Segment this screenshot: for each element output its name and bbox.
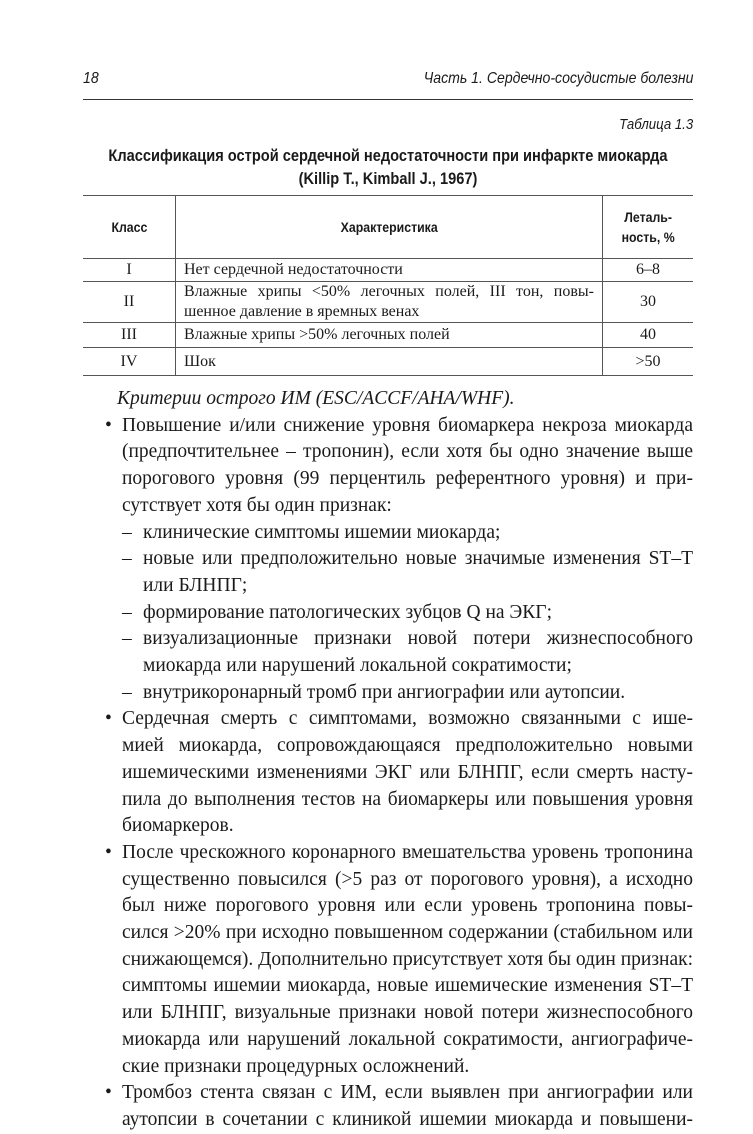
text-line: аутопсии в сочетании с клиникой ишемии миокарда и повышени- — [122, 1108, 693, 1130]
text-line: Сердечная смерть с симптомами, возможно связанными с ише- — [122, 708, 693, 730]
table-title-source: (Killip T., Kimball J., 1967) — [298, 169, 478, 188]
dash-subitem — [105, 520, 693, 547]
bullet-item — [105, 1080, 693, 1133]
text-line: визуализационные признаки новой потери жизнеспособного — [143, 628, 693, 650]
text-line: снижающемся). Дополнительно присутствует хотя бы один признак: — [122, 948, 694, 970]
text-line: миокарда или нарушений локальной сократимости; — [143, 655, 572, 677]
text-line: клинические симптомы ишемии миокарда; — [143, 521, 501, 543]
table-title: Классификация острой сердечной недостаточности при инфаркте миокарда — [108, 146, 668, 165]
cell-text-line: шенное давление в яремных венах — [184, 303, 420, 320]
col-header-class: Класс — [83, 196, 176, 259]
text-line: внутрикоронарный тромб при ангиографии или аутопсии. — [143, 681, 626, 703]
bullet-item — [105, 840, 693, 1080]
text-line: мией миокарда, сопровождающаяся предположительно новыми — [122, 735, 693, 757]
bullet-item — [105, 413, 693, 520]
col-header-characteristic: Характеристика — [176, 196, 603, 259]
cell-class: II — [83, 282, 176, 323]
text-line: симптомы ишемии миокарда, новые ишемические изменения ST–T — [122, 975, 693, 997]
text-line: миокарда или нарушений локальной сократимости, ангиографиче- — [122, 1028, 693, 1050]
running-title: Часть 1. Сердечно-сосудистые болезни — [423, 70, 693, 87]
text-line: пила до выполнения тестов на биомаркеры или повышения уровня — [122, 788, 693, 810]
header-rule — [83, 99, 693, 100]
table-row — [83, 348, 693, 376]
cell-text-line: Влажные хрипы <50% легочных полей, III тон, повы- — [184, 283, 594, 300]
cell-mortality: 6–8 — [603, 259, 694, 282]
text-line: порогового уровня (99 перцентиль референтного уровня) и при- — [122, 468, 693, 490]
bullet-marker: • — [105, 708, 112, 730]
dash-subitem — [105, 626, 693, 679]
text-line: формирование патологических зубцов Q на ЭКГ; — [143, 601, 552, 623]
cell-text-line: Влажные хрипы >50% легочных полей — [184, 326, 450, 343]
dash-marker: – — [122, 601, 132, 623]
text-line: или БЛНПГ, визуальные признаки новой потери жизнеспособного — [122, 1002, 693, 1024]
cell-characteristic — [176, 348, 603, 376]
dash-marker: – — [122, 548, 132, 570]
text-line: Повышение и/или снижение уровня биомаркера некроза миокарда — [122, 414, 693, 436]
bullet-marker: • — [105, 414, 112, 436]
text-line: Тромбоз стента связан с ИМ, если выявлен при ангиографии или — [122, 1082, 693, 1104]
cell-text-line: Шок — [184, 352, 216, 370]
text-line: или БЛНПГ; — [143, 574, 248, 596]
bullet-item — [105, 706, 693, 840]
bullet-marker: • — [105, 1082, 112, 1104]
criteria-heading: Критерии острого ИМ (ESC/ACCF/AHA/WHF). — [117, 388, 515, 409]
text-line: (предпочтительнее – тропонин), если хотя бы одно значение выше — [122, 441, 693, 463]
dash-subitem — [105, 600, 693, 627]
cell-mortality: >50 — [603, 348, 694, 376]
cell-class: IV — [83, 348, 176, 376]
text-line: сутствует хотя бы один признак: — [122, 494, 392, 516]
dash-marker: – — [122, 521, 132, 543]
bullet-marker: • — [105, 841, 112, 863]
cell-text-line: Нет сердечной недостаточности — [184, 261, 403, 278]
cell-characteristic — [176, 323, 603, 348]
text-line: ские признаки процедурных осложнений. — [122, 1055, 470, 1077]
text-line: новые или предположительно новые значимые изменения ST–T — [143, 548, 693, 570]
cell-mortality: 30 — [603, 282, 694, 323]
killip-table — [83, 195, 693, 376]
text-line: был ниже порогового уровня или если уровень тропонина повы- — [122, 895, 693, 917]
cell-characteristic — [176, 259, 603, 282]
dash-marker: – — [122, 628, 132, 650]
text-line: ишемическими изменениями ЭКГ или БЛНПГ, если смерть насту- — [122, 761, 693, 783]
text-line: После чрескожного коронарного вмешательства уровень тропонина — [122, 841, 693, 863]
table-row — [83, 259, 693, 282]
cell-mortality: 40 — [603, 323, 694, 348]
table-row — [83, 282, 693, 323]
page-number: 18 — [83, 70, 99, 87]
dash-subitem — [105, 546, 693, 599]
criteria-section — [105, 386, 693, 1134]
cell-class: III — [83, 323, 176, 348]
table-label: Таблица 1.3 — [618, 116, 693, 133]
dash-subitem — [105, 680, 693, 707]
text-line: сился >20% при исходно повышенном содержании (стабильном или — [122, 922, 693, 944]
col-header-mortality: Леталь- ность, % — [603, 196, 694, 259]
text-line: существенно повысился (>5 раз от порогового уровня), а исходно — [122, 868, 693, 890]
dash-marker: – — [122, 681, 132, 703]
cell-class: I — [83, 259, 176, 282]
table-row — [83, 323, 693, 348]
cell-characteristic — [176, 282, 603, 323]
text-line: биомаркеров. — [122, 815, 234, 837]
